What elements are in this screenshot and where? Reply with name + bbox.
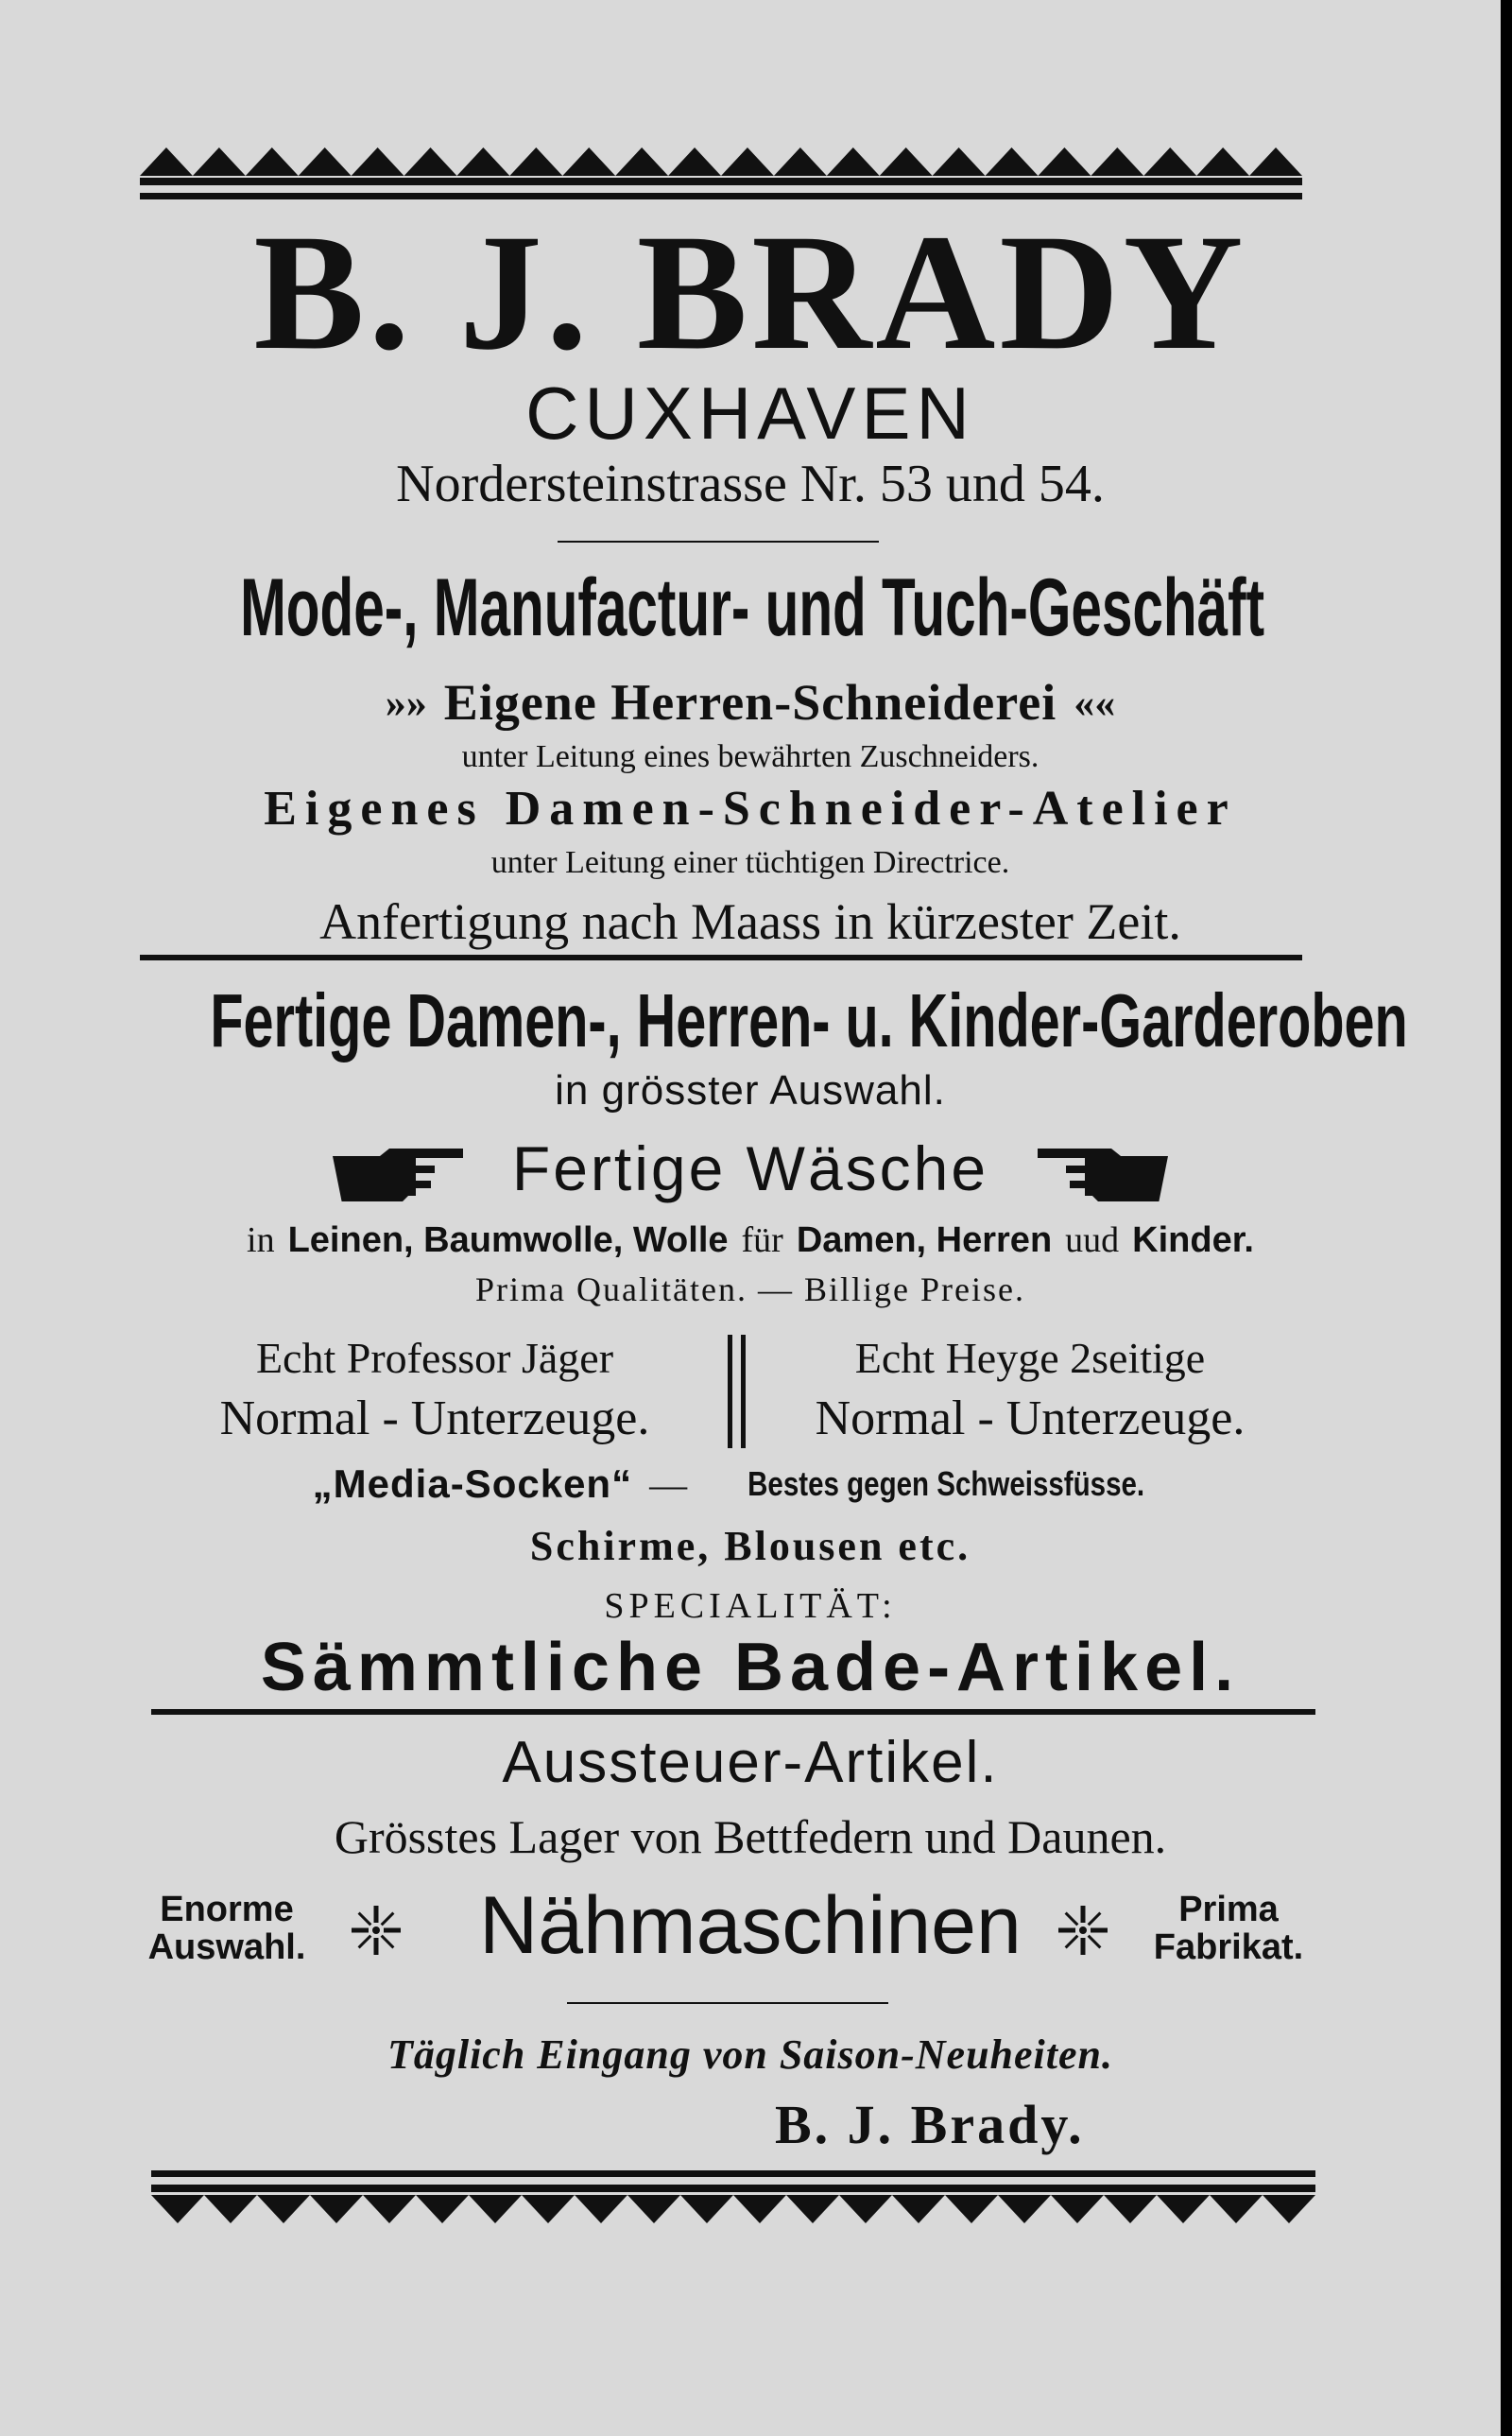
arrow-right-icon: »» [385,679,427,726]
socks-row [0,1458,1501,1511]
ready-made-subline: in grösster Auswahl. [555,1067,946,1114]
tailoring-men: Eigene Herren-Schneiderei [443,674,1057,731]
right-note-line-1: Prima [1178,1890,1279,1929]
socks-dash: — [649,1462,688,1506]
column-divider-b [741,1335,746,1448]
linen-title-row [0,1131,1501,1206]
underwear-right-column [765,1329,1295,1450]
underwear-left-column [170,1329,699,1450]
right-col-line-2: Normal - Unterzeuge. [815,1391,1246,1445]
short-divider-top [558,541,879,543]
umbrellas-blouses: Schirme, Blousen etc. [529,1523,971,1569]
divider-2 [151,1709,1315,1715]
business-headline: Mode-, Manufactur- und Tuch-Geschäft [240,562,1265,653]
right-note-line-2: Fabrikat. [1153,1927,1304,1967]
quality-price: Prima Qualitäten. — Billige Preise. [475,1270,1025,1308]
linen-materials: Leinen, Baumwolle, Wolle [287,1219,729,1260]
linen-title: Fertige Wäsche [511,1133,989,1203]
column-divider-a [728,1335,732,1448]
street-address: Nordersteinstrasse Nr. 53 und 54. [396,455,1105,513]
socks-name: „Media-Socken“ [312,1461,633,1506]
sewing-machines: Nähmaschinen [479,1880,1022,1971]
linen-target: Damen, Herren [796,1219,1053,1260]
linen-und: uud [1065,1220,1120,1260]
signature: B. J. Brady. [775,2094,1085,2155]
tailoring-women-note: unter Leitung einer tüchtigen Directrice. [490,845,1010,880]
linen-kids: Kinder. [1132,1219,1254,1260]
specialty: Sämmtliche Bade-Artikel. [260,1630,1241,1705]
daily-arrivals: Täglich Eingang von Saison-Neuheiten. [387,2031,1113,2078]
asterisk-ornament-right-icon [1057,1896,1109,1962]
specialty-label: SPECIALITÄT: [604,1586,897,1626]
top-triangle-border [140,144,1302,202]
bottom-triangle-border [151,2170,1315,2225]
ready-made-headline: Fertige Damen-, Herren- u. Kinder-Garderoben [210,978,1408,1063]
tailoring-women: Eigenes Damen-Schneider-Atelier [264,782,1237,836]
left-note-line-2: Auswahl. [147,1927,306,1967]
tailoring-men-note: unter Leitung eines bewährten Zuschneiders. [461,739,1040,774]
pointing-hand-right-icon [333,1135,465,1201]
right-note [1143,1891,1314,1966]
linen-description [0,1218,1501,1263]
left-col-line-2: Normal - Unterzeuge. [219,1391,650,1445]
linen-mid: für [741,1220,783,1260]
shop-name: B. J. BRADY [253,200,1247,385]
divider-1 [140,955,1302,960]
trousseau-title: Aussteuer-Artikel. [502,1730,999,1795]
arrow-left-icon: «« [1074,679,1116,726]
short-divider-bottom [567,2002,888,2004]
left-note-line-1: Enorme [160,1890,294,1929]
pointing-hand-left-icon [1036,1135,1168,1201]
tailoring-men-row [0,671,1501,734]
made-to-measure: Anfertigung nach Maass in kürzester Zeit. [319,893,1181,950]
socks-claim: Bestes gegen Schweissfüsse. [747,1464,1145,1503]
left-col-line-1: Echt Professor Jäger [255,1334,614,1382]
city-name: CUXHAVEN [525,371,975,455]
right-col-line-1: Echt Heyge 2seitige [854,1334,1206,1382]
bed-feathers: Grösstes Lager von Bettfedern und Daunen. [334,1810,1167,1863]
linen-pre: in [247,1220,275,1260]
